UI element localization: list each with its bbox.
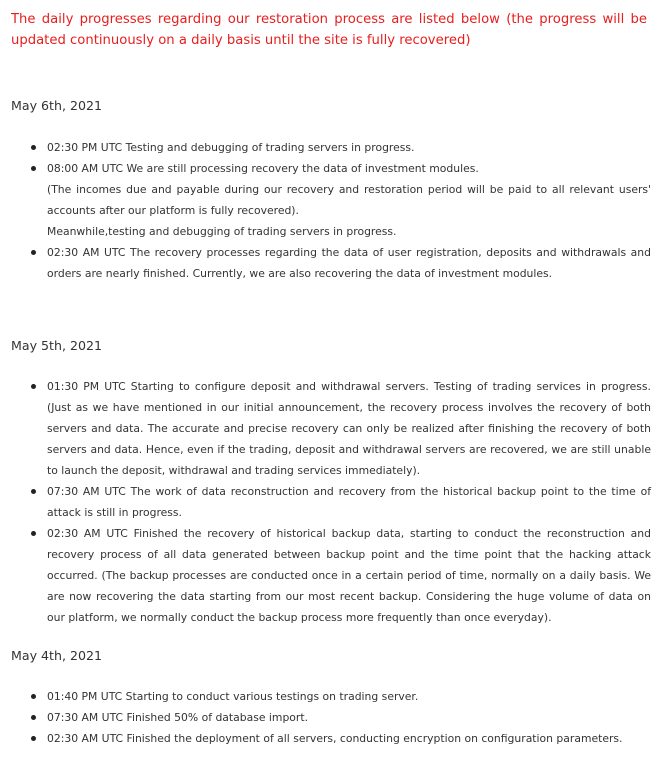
- progress-entry: [11, 523, 651, 628]
- entry-text: 02:30 PM UTC Testing and debugging of trading servers in progress.: [47, 141, 415, 154]
- bullet-icon: [31, 694, 36, 699]
- entry-text: 01:40 PM UTC Starting to conduct various testings on trading server.: [47, 690, 419, 703]
- progress-entry: [11, 481, 651, 523]
- progress-list: [11, 137, 651, 284]
- progress-entry: [11, 728, 651, 749]
- entry-text: 02:30 AM UTC Finished the deployment of all servers, conducting encryption on configuration parameters.: [47, 732, 623, 745]
- entry-text: 01:30 PM UTC Starting to configure deposit and withdrawal servers. Testing of trading services in progress. (Just as we have mentioned in our initial announcement, the recovery process involves the recovery of both servers and data. The accurate and precise recovery can only be realized after finishing the recovery of both servers and data. Hence, even if the trading, deposit and withdrawal servers are recovered, we are still unable to launch the deposit, withdrawal and trading services immediately).: [47, 380, 651, 477]
- bullet-icon: [31, 489, 36, 494]
- bullet-icon: [31, 531, 36, 536]
- progress-entry: [11, 137, 651, 158]
- progress-entry: [11, 376, 651, 481]
- section-date: May 4th, 2021: [11, 648, 103, 663]
- progress-section-may-5: [11, 337, 651, 628]
- progress-section-may-6: [11, 97, 651, 284]
- progress-entry: [11, 707, 651, 728]
- bullet-icon: [31, 715, 36, 720]
- bullet-icon: [31, 736, 36, 741]
- progress-list: [11, 686, 651, 749]
- section-date: May 5th, 2021: [11, 338, 103, 353]
- bullet-icon: [31, 250, 36, 255]
- progress-section-may-4: [11, 647, 651, 749]
- progress-entry: [11, 242, 651, 284]
- bullet-icon: [31, 166, 36, 171]
- section-date: May 6th, 2021: [11, 98, 103, 113]
- progress-entry: [11, 158, 651, 242]
- entry-text: 02:30 AM UTC Finished the recovery of historical backup data, starting to conduct the reconstruction and recovery process of all data generated between backup point and the time point that the hacking attack occurred. (The backup processes are conducted once in a certain period of time, normally on a daily basis. We are now recovering the data starting from our most recent backup. Considering the huge volume of data on our platform, we normally conduct the backup process more frequently than once everyday).: [47, 527, 651, 624]
- restoration-intro-notice: The daily progresses regarding our restoration process are listed below (the progress will be updated continuously on a daily basis until the site is fully recovered): [11, 12, 647, 48]
- progress-list: [11, 376, 651, 628]
- entry-text: 07:30 AM UTC The work of data reconstruction and recovery from the historical backup point to the time of attack is still in progress.: [47, 485, 651, 519]
- entry-text: Meanwhile,testing and debugging of trading servers in progress.: [47, 225, 397, 238]
- entry-text: 07:30 AM UTC Finished 50% of database import.: [47, 711, 309, 724]
- bullet-icon: [31, 145, 36, 150]
- entry-text: 08:00 AM UTC We are still processing recovery the data of investment modules.: [47, 162, 479, 175]
- bullet-icon: [31, 384, 36, 389]
- entry-text: (The incomes due and payable during our recovery and restoration period will be paid to all relevant users' accounts after our platform is fully recovered).: [47, 183, 651, 217]
- progress-entry: [11, 686, 651, 707]
- entry-text: 02:30 AM UTC The recovery processes regarding the data of user registration, deposits and withdrawals and orders are nearly finished. Currently, we are also recovering the data of investment modules.: [47, 246, 651, 280]
